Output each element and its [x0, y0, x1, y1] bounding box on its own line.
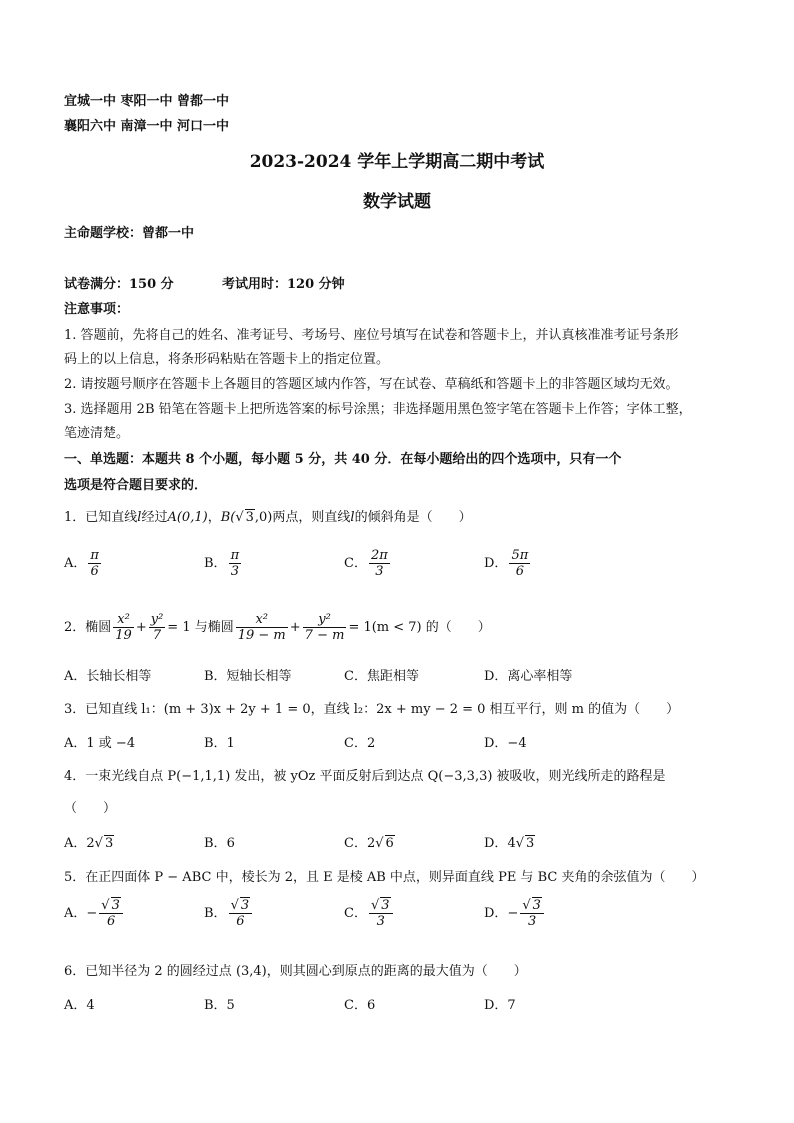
question-6-stem: 6．已知半径为 2 的圆经过点 (3,4)，则其圆心到原点的距离的最大值为（ ） [64, 964, 527, 979]
question-3-stem: 3．已知直线 l₁：(m + 3)x + 2y + 1 = 0，直线 l₂：2x + my − 2 = 0 相互平行，则 m 的值为（ ） [64, 702, 680, 717]
question-2-stem: 2．椭圆 $\frac{\text{x²}}{19}$ + $\frac{\text{y²}}{7}$ = 1 与椭圆 $\frac{\text{x²}}{19 - m}$ + $\frac{\text{y²}}{7 - m}$ = 1(m < 7) 的（ ） [64, 612, 491, 643]
question-4-stem-a: 4．一束光线自点 P(−1,1,1) 发出，被 yOz 平面反射后到达点 Q(−3,3,3) 被吸收，则光线所走的路程是 [64, 769, 666, 784]
q5-option-d: D．− $\frac{√ 3}{3}$ [484, 898, 546, 929]
q3-option-d: D．−4 [484, 736, 527, 751]
full-score: 试卷满分：150 分 [64, 277, 174, 292]
q1-option-c: C． $\frac{2\pi}{3}$ [344, 548, 388, 579]
note-1a: 1. 答题前，先将自己的姓名、准考证号、考场号、座位号填写在试卷和答题卡上，并认真核准准考证号条形 [64, 328, 679, 343]
q3-option-a: A．1 或 −4 [64, 736, 136, 751]
q1-option-a: A． $\frac{\pi}{6}$ [64, 548, 99, 579]
q2-option-b: B．短轴长相等 [204, 669, 292, 684]
q4-option-d: D．4√ 3 [484, 836, 535, 851]
q2-option-a: A．长轴长相等 [64, 669, 152, 684]
question-4-stem-b: （ ） [64, 801, 117, 816]
subject-title: 数学试题 [363, 192, 431, 212]
section-1-line-2: 选项是符合题目要求的． [64, 478, 208, 493]
q4-option-a: A．2√ 3 [64, 836, 114, 851]
q1-option-b: B． $\frac{\pi}{3}$ [204, 548, 240, 579]
note-3b: 笔迹清楚。 [64, 426, 130, 441]
q3-option-b: B．1 [204, 736, 235, 751]
q6-option-b: B．5 [204, 998, 235, 1013]
q5-option-c: C． $\frac{√ 3}{3}$ [344, 898, 395, 929]
q4-option-b: B．6 [204, 836, 235, 851]
q2-option-c: C．焦距相等 [344, 669, 419, 684]
question-5-stem: 5．在正四面体 P − ABC 中，棱长为 2，且 E 是棱 AB 中点，则异面直线 PE 与 BC 夹角的余弦值为（ ） [64, 870, 705, 885]
q6-option-a: A．4 [64, 998, 95, 1013]
q5-option-a: A．− $\frac{√ 3}{6}$ [64, 898, 125, 929]
q2-option-d: D．离心率相等 [484, 669, 573, 684]
note-3a: 3. 选择题用 2B 铅笔在答题卡上把所选答案的标号涂黑；非选择题用黑色签字笔在答题卡上作答；字体工整， [64, 402, 692, 417]
section-1-line-1: 一、单选题：本题共 8 个小题，每小题 5 分，共 40 分．在每小题给出的四个选项中，只有一个 [64, 452, 622, 467]
note-2: 2. 请按题号顺序在答题卡上各题目的答题区域内作答，写在试卷、草稿纸和答题卡上的非答题区域均无效。 [64, 377, 679, 392]
exam-title: 2023-2024 学年上学期高二期中考试 [249, 152, 545, 172]
exam-time: 考试用时：120 分钟 [222, 277, 345, 292]
q3-option-c: C．2 [344, 736, 376, 751]
schools-line-2: 襄阳六中 南漳一中 河口一中 [64, 119, 230, 134]
note-1b: 码上的以上信息，将条形码粘贴在答题卡上的指定位置。 [64, 352, 390, 367]
q6-option-d: D．7 [484, 998, 516, 1013]
notes-heading: 注意事项： [64, 302, 130, 317]
q5-option-b: B． $\frac{√ 3}{6}$ [204, 898, 254, 929]
q6-option-c: C．6 [344, 998, 376, 1013]
main-school: 主命题学校：曾都一中 [64, 226, 195, 241]
schools-line-1: 宜城一中 枣阳一中 曾都一中 [64, 94, 230, 109]
question-1-stem: 1．已知直线l经过A(0,1)，B(√ 3,0)两点，则直线l的倾斜角是（ ） [64, 510, 472, 525]
q1-option-d: D． $\frac{5\pi}{6}$ [484, 548, 529, 579]
q4-option-c: C．2√ 6 [344, 836, 394, 851]
